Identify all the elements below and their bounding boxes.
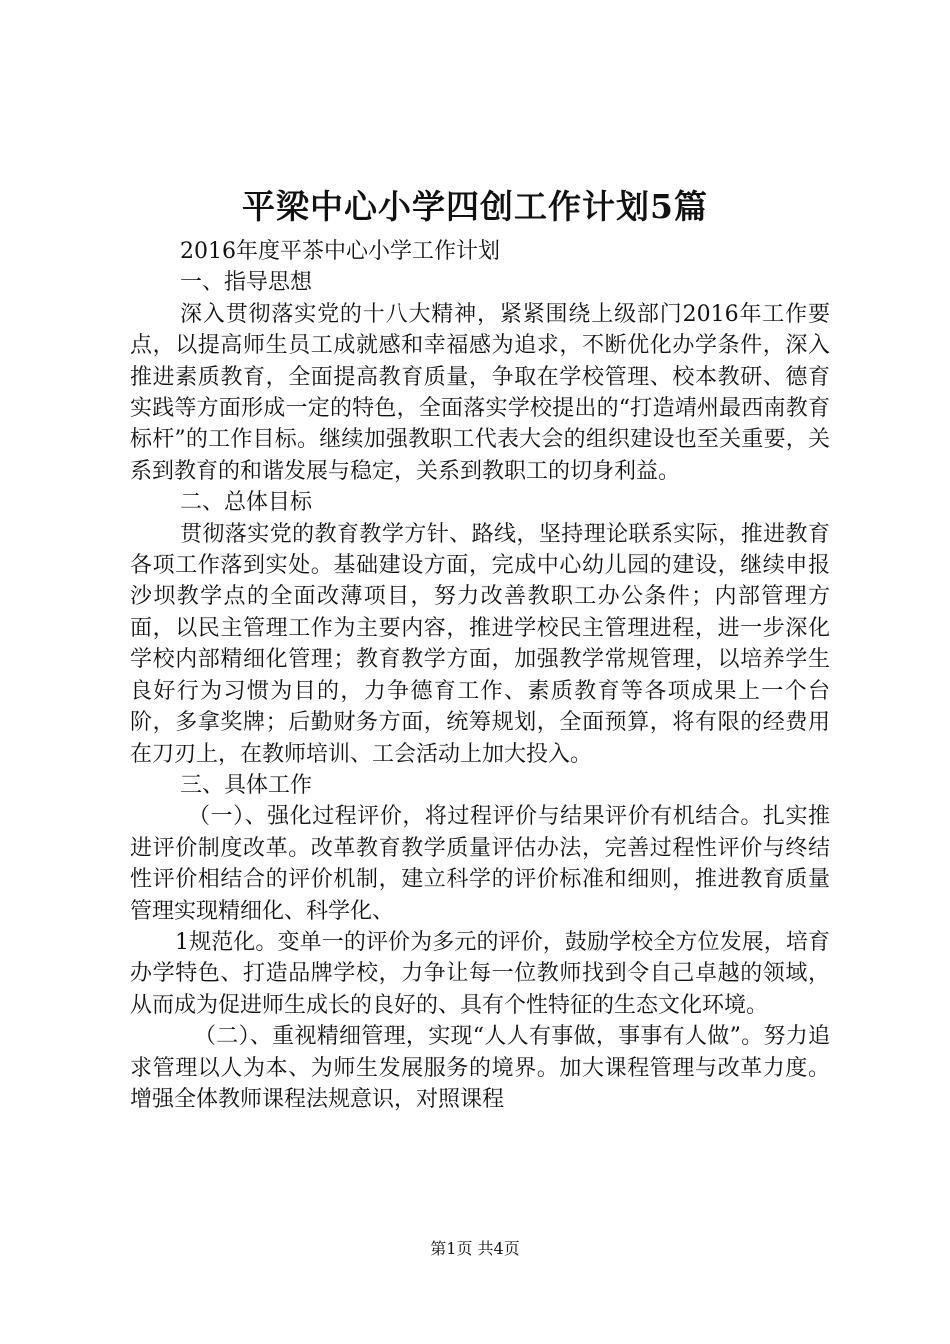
paragraph-subtitle: 2016年度平茶中心小学工作计划 — [180, 239, 500, 264]
page-number-footer: 第1页 共4页 — [430, 1239, 520, 1258]
paragraph-overall-goals: 贯彻落实党的教育教学方针、路线，坚持理论联系实际，推进教育各项工作落到实处。基础建设方面，完成中心幼儿园的建设，继续申报沙坝教学点的全面改薄项目，努力改善教职工办公条件；内部管理方面，以民主管理工作为主要内容，推进学校民主管理进程，进一步深化学校内部精细化管理；教育教学方面，加强教学常规管理，以培养学生良好行为习惯为目的，力争德育工作、素质教育等各项成果上一个台阶，多拿奖牌；后勤财务方面，统筹规划，全面预算，将有限的经费用在刀刃上，在教师培训、工会活动上加大投入。 — [130, 521, 830, 767]
paragraph-process-evaluation: （一）、强化过程评价，将过程评价与结果评价有机结合。扎实推进评价制度改革。改革教育教学质量评估办法，完善过程性评价与终结性评价相结合的评价机制，建立科学的评价标准和细则，推进教育质量管理实现精细化、科学化、 — [130, 804, 830, 924]
section-heading-1: 一、指导思想 — [180, 270, 313, 296]
paragraph-fine-management: （二）、重视精细管理，实现“人人有事做，事事有人做”。努力追求管理以人为本、为师生发展服务的境界。加大课程管理与改革力度。增强全体教师课程法规意识，对照课程 — [130, 1024, 830, 1112]
document-title: 平梁中心小学四创工作计划5篇 — [242, 187, 708, 226]
paragraph-standardization: 1规范化。变单一的评价为多元的评价，鼓励学校全方位发展，培育办学特色、打造品牌学校，力争让每一位教师找到令自己卓越的领域，从而成为促进师生成长的良好的、具有个性特征的生态文化环境。 — [130, 929, 830, 1018]
document-body — [130, 236, 830, 1115]
paragraph-guiding-ideology: 深入贯彻落实党的十八大精神，紧紧围绕上级部门2016年工作要点，以提高师生员工成就感和幸福感为追求，不断优化办学条件，深入推进素质教育，全面提高教育质量，争取在学校管理、校本教研、德育实践等方面形成一定的特色，全面落实学校提出的“打造靖州最西南教育标杆”的工作目标。继续加强教职工代表大会的组织建设也至关重要，关系到教育的和谐发展与稳定，关系到教职工的切身利益。 — [130, 301, 830, 484]
section-heading-3: 三、具体工作 — [180, 772, 313, 798]
section-heading-2: 二、总体目标 — [180, 490, 313, 516]
